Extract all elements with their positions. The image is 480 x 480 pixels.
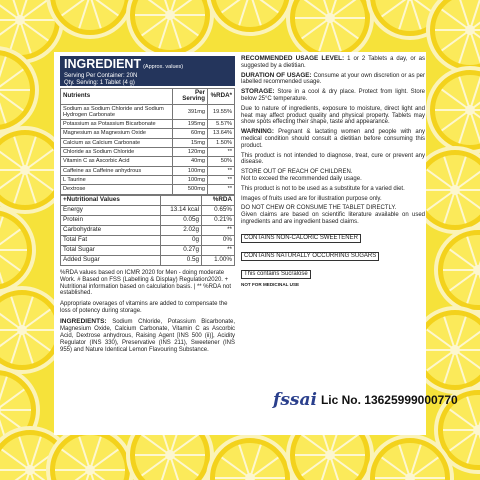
table2-cell: 0.65% (202, 205, 235, 215)
table1-cell: Magnesium as Magnesium Oxide (61, 129, 173, 138)
duration-label: DURATION OF USAGE: (241, 71, 312, 79)
table1-cell: 40mg (173, 157, 208, 166)
diagnose-note: This product is not intended to diagnose, treat, cure or prevent any disease. (241, 152, 425, 166)
table1-cell: 391mg (173, 104, 208, 120)
table1-cell: 15mg (173, 138, 208, 147)
table2-row (61, 215, 235, 225)
nutritional-values-table (60, 195, 235, 267)
table2-header-cell: +Nutritional Values (61, 195, 161, 205)
table2-cell: 0% (202, 235, 235, 245)
table1-cell: ** (208, 175, 235, 184)
table1-cell: 120mg (173, 148, 208, 157)
table2-cell: Total Fat (61, 235, 161, 245)
table2-row (61, 256, 235, 266)
table1-cell: L Taurine (61, 175, 173, 184)
table1-row (61, 166, 235, 175)
duration-text: Consume at your own discretion or as per labelled recommended usage. (241, 72, 426, 86)
table1-cell: Vitamin C as Ascorbic Acid (61, 157, 173, 166)
rda-footnote: %RDA values based on ICMR 2020 for Men - doing moderate Work. # Based on FSS (Labelling & Display) Regulation2020. + Nutritional information based on calculation basis. | ** %RDA not established. (60, 270, 231, 297)
table2-cell: 0.27g (161, 245, 202, 255)
table2-cell: ** (202, 225, 235, 235)
approx-note: (Approx. values) (143, 64, 184, 70)
table1-header-cell: Nutrients (61, 89, 173, 105)
table1-row (61, 138, 235, 147)
table1-cell: 1.50% (208, 138, 235, 147)
table2-header-cell: %RDA (202, 195, 235, 205)
non-caloric-sweetener-box: CONTAINS NON-CALORIC SWEETENER (241, 234, 361, 243)
table1-row (61, 175, 235, 184)
table1-cell: Chloride as Sodium Chloride (61, 148, 173, 157)
table1-header-cell: Per Serving (173, 89, 208, 105)
ingredient-title: INGREDIENT (64, 57, 142, 71)
table2-row (61, 235, 235, 245)
table1-cell: Dextrose (61, 185, 173, 194)
table2-cell: 0g (161, 235, 202, 245)
substitute-note: This product is not to be used as a substitute for a varied diet. (241, 185, 405, 192)
qty-serving: Qty. Serving: 1 Tablet (4 g) (64, 80, 135, 86)
table1-header-cell: %RDA* (208, 89, 235, 105)
lemon-slice-icon (128, 0, 212, 57)
serving-per-container: Serving Per Container: 20N (64, 73, 138, 79)
storage (241, 89, 425, 103)
left-column (60, 56, 235, 354)
lemon-slice-icon (288, 0, 372, 60)
warning (241, 129, 425, 149)
usage-level-text: 1 or 2 Tablets a day, or as suggested by a dietitian. (241, 56, 426, 69)
table1-cell: 13.64% (208, 129, 235, 138)
table2-cell: 13.14 kcal (161, 205, 202, 215)
table1-cell: 60mg (173, 129, 208, 138)
table2-cell: 2.02g (161, 225, 202, 235)
table1-row (61, 104, 235, 120)
lemon-slice-icon (208, 0, 292, 34)
table1-row (61, 157, 235, 166)
table1-cell: 100mg (173, 166, 208, 175)
usage-level-label: RECOMMENDED USAGE LEVEL: (241, 55, 345, 62)
table1-cell: Caffeine as Caffeine anhydrous (61, 166, 173, 175)
warning-text: Pregnant & lactating women and people with any medical condition should consult a dietitian before consuming this product. (241, 129, 425, 149)
lemon-slice-icon (436, 228, 480, 312)
table1-cell: 195mg (173, 120, 208, 129)
table2-row (61, 245, 235, 255)
images-note: Images of fruits used are for illustration purpose only. (241, 195, 382, 202)
table2-cell: 1.00% (202, 256, 235, 266)
table2-cell: 0.05g (161, 215, 202, 225)
table1-cell: ** (208, 185, 235, 194)
table2-cell: Energy (61, 205, 161, 215)
sucralose-box: This contains Sucralose (241, 270, 311, 279)
lemon-slice-icon (0, 208, 34, 292)
table1-row (61, 148, 235, 157)
ingredient-header (60, 56, 235, 86)
fssai-logo-icon: fssai (273, 390, 317, 410)
nature-note: Due to nature of ingredients, exposure to moisture, direct light and heat may affect product quality and physical property. Tablets may show spots effecting their shape, taste and appearance. (241, 105, 425, 126)
table2-row (61, 225, 235, 235)
nutrients-table (60, 88, 235, 195)
overages-footnote: Appropriate overages of vitamins are added to compensate the loss of potency during storage. (60, 300, 228, 314)
storage-text: Store in a cool & dry place. Protect from light. Store below 25°C temperature. (241, 89, 425, 102)
not-medicinal-note: NOT FOR MEDICINAL USE (241, 281, 300, 287)
table2-cell: Carbohydrate (61, 225, 161, 235)
usage-level (241, 56, 425, 70)
table2-cell: 0.5g (161, 256, 202, 266)
naturally-occurring-sugars-box: CONTAINS NATURALLY OCCURRING SUGARS (241, 252, 379, 261)
fssai-license (273, 390, 458, 410)
table1-cell: 100mg (173, 175, 208, 184)
table2-cell: Added Sugar (61, 256, 161, 266)
storage-label: STORAGE: (241, 88, 275, 96)
table1-cell: ** (208, 166, 235, 175)
table2-header-cell (161, 195, 202, 205)
table2-cell: Total Sugar (61, 245, 161, 255)
table2-row (61, 205, 235, 215)
table1-header-row (61, 89, 235, 105)
chew-note: DO NOT CHEW OR CONSUME THE TABLET DIRECTLY. (241, 205, 397, 212)
exceed-note: Not to exceed the recommended daily usage. (241, 175, 362, 182)
table1-row (61, 120, 235, 129)
table1-cell: 50% (208, 157, 235, 166)
table1-cell: 5.57% (208, 120, 235, 129)
table2-cell: 0.21% (202, 215, 235, 225)
table2-cell: ** (202, 245, 235, 255)
lemon-slice-icon (428, 68, 480, 152)
table1-cell: 500mg (173, 185, 208, 194)
table1-cell: 19.55% (208, 104, 235, 120)
ingredients-list (60, 318, 235, 354)
reach-note: STORE OUT OF REACH OF CHILDREN. (241, 169, 353, 176)
table1-cell: Potassium as Potassium Bicarbonate (61, 120, 173, 129)
right-column (241, 56, 425, 287)
table1-cell: Sodium as Sodium Chloride and Sodium Hydrogen Carbonate (61, 104, 173, 120)
table1-row (61, 129, 235, 138)
warning-label: WARNING: (241, 128, 275, 136)
claims-note: Given claims are based on scientific literature available on used ingredients and are ingredient based claims. (241, 212, 425, 225)
ingredients-label: INGREDIENTS: (60, 318, 107, 326)
table2-header-row (61, 195, 235, 205)
table1-cell: Calcium as Calcium Carbonate (61, 138, 173, 147)
ingredients-text: Sodium Chloride, Potassium Bicarbonate, Magnesium Oxide, Calcium Carbonate, Vitamin C as Ascorbic Acid, Dextrose anhydrous, Raising Agent [INS 500 (ii)], Acidity Regulator (INS 330), Preservative (INS 211), Sweetener (INS 955) and Nature Identical Lemon Flavouring Substance. (60, 319, 235, 354)
license-number: Lic No. 13625999000770 (320, 393, 458, 407)
lemon-slice-icon (428, 0, 480, 72)
duration-of-usage (241, 73, 425, 87)
table1-cell: ** (208, 148, 235, 157)
lemon-slice-icon (48, 428, 132, 480)
table2-cell: Protein (61, 215, 161, 225)
lemon-slice-icon (208, 436, 292, 480)
table1-row (61, 185, 235, 194)
